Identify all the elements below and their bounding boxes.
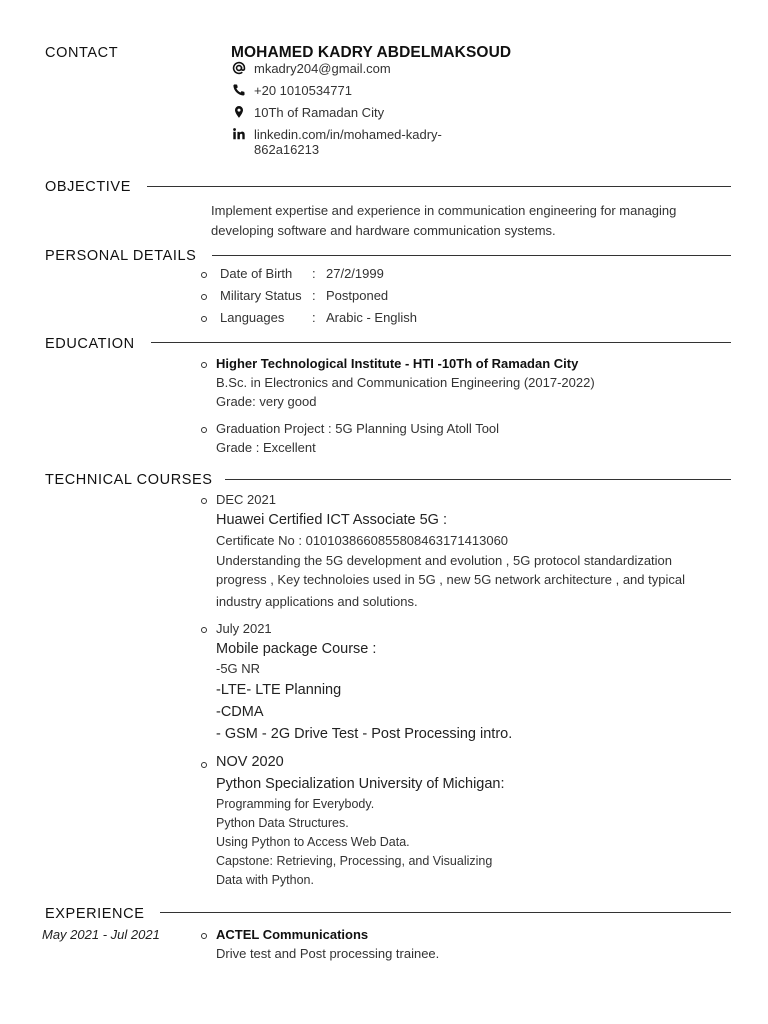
email-text: mkadry204@gmail.com [254, 61, 391, 76]
technical-courses-divider [225, 479, 731, 480]
bullet-icon [201, 498, 207, 504]
linkedin-text-line2: 862a16213 [254, 142, 320, 157]
course3-line-2: Python Data Structures. [216, 816, 349, 830]
personal-details-section-title: PERSONAL DETAILS [45, 248, 197, 264]
bullet-icon [201, 627, 207, 633]
at-icon [232, 61, 248, 77]
education-divider [151, 342, 731, 343]
contact-linkedin[interactable] [232, 127, 442, 157]
bullet-icon [201, 427, 207, 433]
course3-line-5: Data with Python. [216, 873, 314, 887]
course1-desc-1: Understanding the 5G development and evolution , 5G protocol standardization [216, 553, 673, 568]
bullet-icon [201, 272, 207, 278]
course3-line-3: Using Python to Access Web Data. [216, 835, 410, 849]
contact-phone[interactable] [232, 83, 352, 99]
bullet-icon [201, 762, 207, 768]
objective-line-2: developing software and hardware communication systems. [211, 223, 556, 238]
contact-email[interactable] [232, 61, 391, 77]
experience-company: ACTEL Communications [216, 927, 369, 942]
experience-section-title: EXPERIENCE [45, 906, 145, 922]
course3-date: NOV 2020 [216, 754, 284, 770]
technical-courses-section-title: TECHNICAL COURSES [45, 472, 213, 488]
education-degree: B.Sc. in Electronics and Communication Engineering (2017-2022) [216, 375, 595, 390]
experience-divider [160, 912, 731, 913]
candidate-name: MOHAMED KADRY ABDELMAKSOUD [231, 44, 512, 61]
bullet-icon [201, 316, 207, 322]
education-project: Graduation Project : 5G Planning Using Atoll Tool [216, 421, 500, 436]
course1-date: DEC 2021 [216, 492, 276, 507]
bullet-icon [201, 933, 207, 939]
course1-certificate: Certificate No : 010103866085580846317141306​0 [216, 533, 509, 548]
objective-divider [147, 186, 731, 187]
linkedin-icon [232, 127, 248, 143]
education-grade: Grade: very good [216, 394, 317, 409]
objective-section-title: OBJECTIVE [45, 179, 131, 195]
personal-item-military: Military Status : Postponed [220, 288, 389, 303]
course1-name: Huawei Certified ICT Associate 5G : [216, 512, 448, 528]
personal-item-dob: Date of Birth : 27/2/1999 [220, 266, 384, 281]
linkedin-text-line1: linkedin.com/in/mohamed-kadry- [254, 127, 442, 142]
course1-desc-3: industry applications and solutions. [216, 594, 418, 609]
phone-icon [232, 83, 248, 99]
course2-line-1: -5G NR [216, 661, 261, 676]
education-project-grade: Grade : Excellent [216, 440, 316, 455]
experience-role: Drive test and Post processing trainee. [216, 946, 440, 961]
course3-name: Python Specialization University of Michigan: [216, 776, 505, 792]
course2-line-3: -CDMA [216, 704, 264, 720]
course3-line-1: Programming for Everybody. [216, 797, 375, 811]
experience-dates: May 2021 - Jul 2021 [42, 927, 160, 942]
location-pin-icon [232, 105, 248, 121]
objective-line-1: Implement expertise and experience in communication engineering for managing [211, 203, 677, 218]
location-text: 10Th of Ramadan City [254, 105, 385, 120]
course2-name: Mobile package Course : [216, 641, 377, 657]
personal-details-divider [212, 255, 731, 256]
personal-item-languages: Languages : Arabic - English [220, 310, 418, 325]
course2-date: July 2021 [216, 621, 272, 636]
education-section-title: EDUCATION [45, 336, 135, 352]
phone-text: +20 1010534771 [254, 83, 352, 98]
course2-line-2: -LTE- LTE Planning [216, 682, 342, 698]
education-institute: Higher Technological Institute - HTI -10Th of Ramadan City [216, 356, 579, 371]
bullet-icon [201, 294, 207, 300]
contact-location [232, 105, 384, 121]
course2-line-4: - GSM - 2G Drive Test - Post Processing intro. [216, 726, 513, 742]
course3-line-4: Capstone: Retrieving, Processing, and Visualizing [216, 854, 493, 868]
contact-section-title: CONTACT [45, 45, 119, 61]
bullet-icon [201, 362, 207, 368]
course1-desc-2: progress , Key technoloies used in 5G , new 5G network architecture , and typical [216, 572, 685, 587]
